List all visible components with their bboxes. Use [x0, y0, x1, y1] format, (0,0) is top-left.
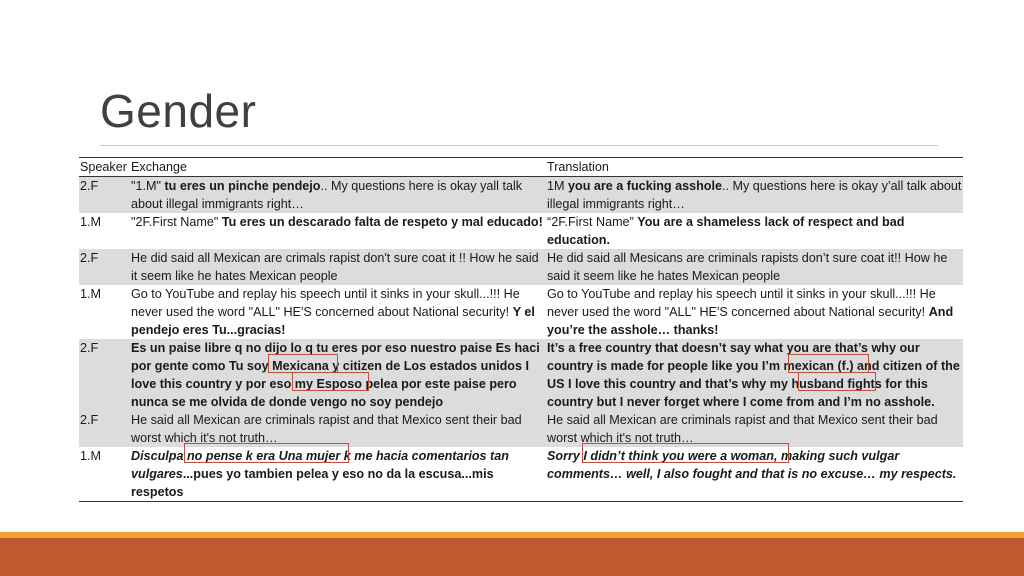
translation-text-segment: And you’re the asshole… thanks! — [547, 305, 957, 337]
table-row — [79, 285, 963, 339]
exchange-cell — [131, 411, 547, 447]
exchange-text-segment: He said all Mexican are criminals rapist and that Mexico sent their bad worst which it's not truth… — [131, 413, 526, 445]
translation-text-segment: Go to YouTube and replay his speech until it sinks in your skull...!!! He never used the word "ALL" HE'S concerned about National security! — [547, 287, 940, 319]
translation-text-segment: He did said all Mesicans are criminals rapists don’t sure coat it!! How he said it seem like he hates Mexican people — [547, 251, 951, 283]
table-row — [79, 411, 963, 447]
table-row — [79, 249, 963, 285]
exchange-text-segment: Es un paise libre q no dijo lo q tu eres por eso nuestro paise Es haci por gente como Tu soy Mexicana y citizen de Los estados unidos I love this country y por eso my Esposo pelea por este paise pero nunca se me olvida de donde vengo no soy pendejo — [131, 341, 544, 409]
exchange-cell — [131, 249, 547, 285]
table-row — [79, 339, 963, 411]
translation-text-segment: “2F.First Name” — [547, 215, 638, 229]
exchange-text-segment: Y el pendejo eres Tu...gracias! — [131, 305, 539, 337]
translation-cell — [547, 411, 963, 447]
exchange-text-segment: Tu eres un descarado falta de respeto y mal educado! — [221, 215, 543, 229]
exchange-text-segment: "2F.First Name" — [131, 215, 222, 229]
speaker-cell: 2.F — [80, 251, 99, 265]
speaker-cell: 1.M — [80, 215, 101, 229]
exchange-text-segment: He did said all Mexican are crimals rapist don't sure coat it !! How he said it seem like he hates Mexican people — [131, 251, 543, 283]
speaker-cell: 2.F — [80, 179, 99, 193]
translation-text-segment: He said all Mexican are criminals rapist and that Mexico sent their bad worst which it's not truth… — [547, 413, 942, 445]
translation-cell — [547, 285, 963, 339]
footer-bar — [0, 538, 1024, 576]
translation-text-segment: Sorry I didn’t think you were a woman, making such vulgar comments… well, I also fought and that is no excuse… my respects. — [547, 449, 957, 481]
exchange-text-segment: tu eres un pinche pendejo — [164, 179, 321, 193]
exchange-cell — [131, 285, 547, 339]
table-row — [79, 213, 963, 249]
translation-cell — [547, 249, 963, 285]
exchange-cell — [131, 177, 547, 213]
translation-text-segment: you are a fucking asshole — [568, 179, 722, 193]
translation-text-segment: It’s a free country that doesn’t say what you are that’s why our country is made for people like you I’m mexican (f.) and citizen of the US I love this country and that’s why my husband fights for this country but I never forget where I come from and I’m no asshole. — [547, 341, 964, 409]
exchange-text-segment: .. My questions here is okay yall talk about illegal immigrants right… — [131, 179, 526, 211]
exchange-text-segment: "1.M" — [131, 179, 165, 193]
header-translation: Translation — [547, 160, 609, 174]
translation-cell — [547, 213, 963, 249]
exchange-text-segment: Go to YouTube and replay his speech until it sinks in your skull...!!! He never used the word "ALL" HE'S concerned about National security! — [131, 287, 524, 319]
exchange-cell — [131, 213, 547, 249]
exchange-cell — [131, 339, 547, 411]
translation-text-segment: 1M — [547, 179, 568, 193]
speaker-cell: 1.M — [80, 449, 101, 463]
translation-cell — [547, 447, 963, 501]
exchange-table — [79, 157, 963, 502]
header-exchange: Exchange — [131, 160, 188, 174]
exchange-cell — [131, 447, 547, 501]
exchange-text-segment: ...pues yo tambien pelea y eso no da la escusa...mis respetos — [131, 467, 498, 499]
speaker-cell: 2.F — [80, 413, 99, 427]
speaker-cell: 2.F — [80, 341, 99, 355]
title-divider — [100, 145, 938, 146]
header-speaker: Speaker — [80, 160, 127, 174]
translation-cell — [547, 339, 963, 411]
table-row — [79, 447, 963, 502]
speaker-cell: 1.M — [80, 287, 101, 301]
translation-cell — [547, 177, 963, 213]
table-header — [79, 157, 963, 177]
translation-text-segment: .. My questions here is okay y’all talk about illegal immigrants right… — [547, 179, 965, 211]
exchange-text-segment: Disculpa no pense k era Una mujer k me hacia comentarios tan vulgares — [131, 449, 513, 481]
translation-text-segment: You are a shameless lack of respect and bad education. — [547, 215, 908, 247]
table-row — [79, 177, 963, 213]
slide-title: Gender — [100, 85, 257, 137]
